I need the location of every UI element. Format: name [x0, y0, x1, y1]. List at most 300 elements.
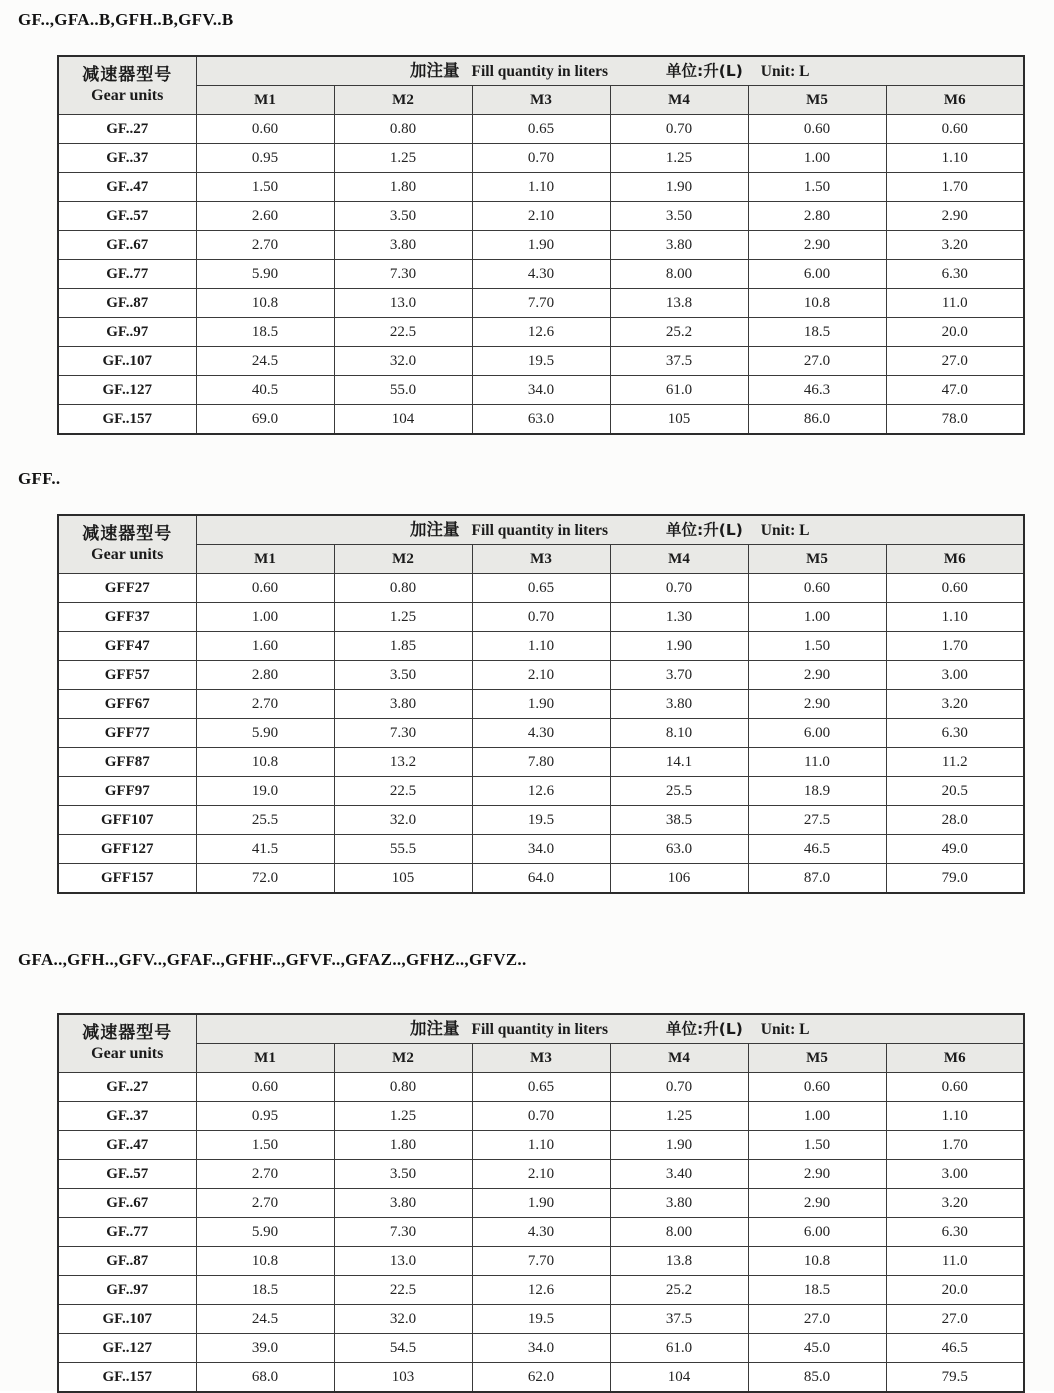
column-header-m4: M4: [610, 1044, 748, 1073]
unit-label-cn: 单位:升(L): [666, 61, 743, 80]
fill-quantity-value: 62.0: [472, 1363, 610, 1393]
fill-quantity-value: 10.8: [196, 289, 334, 318]
fill-quantity-value: 1.10: [886, 603, 1024, 632]
table-row: [58, 1131, 1024, 1160]
gear-unit-model: GF..127: [58, 376, 196, 405]
gear-unit-model: GF..67: [58, 231, 196, 260]
fill-quantity-value: 4.30: [472, 260, 610, 289]
fill-quantity-value: 27.0: [886, 1305, 1024, 1334]
column-header-m3: M3: [472, 545, 610, 574]
gear-unit-model: GF..157: [58, 1363, 196, 1393]
fill-quantity-value: 20.5: [886, 777, 1024, 806]
fill-quantity-value: 24.5: [196, 347, 334, 376]
gear-unit-model: GF..107: [58, 1305, 196, 1334]
fill-quantity-value: 10.8: [748, 289, 886, 318]
fill-quantity-value: 63.0: [472, 405, 610, 435]
fill-quantity-value: 61.0: [610, 376, 748, 405]
fill-quantity-value: 55.5: [334, 835, 472, 864]
fill-quantity-table: [57, 1013, 1025, 1393]
fill-quantity-value: 1.70: [886, 632, 1024, 661]
column-header-m1: M1: [196, 545, 334, 574]
column-header-m6: M6: [886, 1044, 1024, 1073]
fill-quantity-value: 61.0: [610, 1334, 748, 1363]
model-header-cn: 减速器型号: [82, 65, 173, 86]
table-row: [58, 777, 1024, 806]
fill-quantity-value: 4.30: [472, 719, 610, 748]
gear-unit-model: GF..37: [58, 1102, 196, 1131]
fill-quantity-value: 1.10: [472, 632, 610, 661]
fill-quantity-value: 19.0: [196, 777, 334, 806]
fill-quantity-value: 1.90: [472, 690, 610, 719]
fill-quantity-value: 1.00: [748, 144, 886, 173]
gear-unit-model: GF..37: [58, 144, 196, 173]
table-row: [58, 1073, 1024, 1102]
fill-quantity-value: 7.30: [334, 719, 472, 748]
table-section: [0, 950, 1054, 1393]
fill-quantity-value: 10.8: [196, 1247, 334, 1276]
fill-quantity-value: 0.95: [196, 144, 334, 173]
gear-unit-model: GFF47: [58, 632, 196, 661]
table-row: [58, 318, 1024, 347]
fill-quantity-value: 0.80: [334, 115, 472, 144]
table-header-row-columns: [58, 86, 1024, 115]
fill-quantity-value: 7.70: [472, 289, 610, 318]
fill-quantity-value: 0.80: [334, 1073, 472, 1102]
fill-quantity-value: 18.9: [748, 777, 886, 806]
fill-quantity-value: 2.90: [748, 690, 886, 719]
column-header-m1: M1: [196, 1044, 334, 1073]
fill-quantity-value: 3.50: [334, 202, 472, 231]
fill-quantity-value: 2.70: [196, 231, 334, 260]
fill-quantity-value: 64.0: [472, 864, 610, 894]
fill-quantity-value: 6.00: [748, 260, 886, 289]
fill-quantity-value: 8.00: [610, 260, 748, 289]
fill-quantity-value: 19.5: [472, 347, 610, 376]
table-row: [58, 173, 1024, 202]
table-row: [58, 864, 1024, 894]
fill-quantity-value: 2.10: [472, 661, 610, 690]
fill-quantity-value: 12.6: [472, 777, 610, 806]
fill-quantity-value: 12.6: [472, 318, 610, 347]
fill-quantity-value: 79.0: [886, 864, 1024, 894]
column-header-m5: M5: [748, 545, 886, 574]
fill-quantity-value: 34.0: [472, 835, 610, 864]
fill-quantity-value: 2.60: [196, 202, 334, 231]
table-body: [58, 1073, 1024, 1393]
gear-unit-model: GF..97: [58, 1276, 196, 1305]
fill-quantity-value: 40.5: [196, 376, 334, 405]
fill-quantity-value: 2.70: [196, 690, 334, 719]
unit-label-cn: 单位:升(L): [666, 1019, 743, 1038]
fill-quantity-value: 25.5: [196, 806, 334, 835]
fill-quantity-value: 6.30: [886, 1218, 1024, 1247]
fill-quantity-value: 6.30: [886, 719, 1024, 748]
gear-unit-model: GF..127: [58, 1334, 196, 1363]
fill-quantity-value: 1.25: [610, 1102, 748, 1131]
fill-quantity-value: 2.10: [472, 1160, 610, 1189]
gear-unit-model: GFF77: [58, 719, 196, 748]
fill-quantity-value: 3.00: [886, 661, 1024, 690]
fill-quantity-value: 1.10: [886, 144, 1024, 173]
fill-quantity-value: 2.80: [196, 661, 334, 690]
table-header: [58, 1014, 1024, 1073]
fill-quantity-value: 11.0: [748, 748, 886, 777]
fill-quantity-value: 3.80: [610, 231, 748, 260]
fill-quantity-value: 20.0: [886, 318, 1024, 347]
fill-quantity-value: 32.0: [334, 806, 472, 835]
fill-quantity-value: 105: [334, 864, 472, 894]
table-row: [58, 603, 1024, 632]
fill-quantity-value: 28.0: [886, 806, 1024, 835]
fill-quantity-value: 1.50: [748, 1131, 886, 1160]
fill-quantity-value: 2.90: [748, 1189, 886, 1218]
fill-quantity-header: [196, 56, 1024, 86]
gear-unit-model: GF..87: [58, 289, 196, 318]
gear-unit-model: GF..57: [58, 202, 196, 231]
fill-quantity-value: 0.70: [472, 144, 610, 173]
fill-quantity-value: 1.25: [334, 603, 472, 632]
fill-quantity-value: 18.5: [748, 318, 886, 347]
fill-quantity-value: 0.60: [748, 1073, 886, 1102]
fill-quantity-value: 18.5: [196, 318, 334, 347]
column-header-m4: M4: [610, 545, 748, 574]
fill-quantity-value: 18.5: [748, 1276, 886, 1305]
fill-quantity-value: 7.30: [334, 1218, 472, 1247]
table-row: [58, 260, 1024, 289]
fill-quantity-value: 3.20: [886, 231, 1024, 260]
model-header-en: Gear units: [91, 87, 164, 105]
fill-quantity-value: 3.50: [610, 202, 748, 231]
fill-quantity-value: 2.90: [886, 202, 1024, 231]
fill-quantity-value: 11.0: [886, 1247, 1024, 1276]
table-row: [58, 574, 1024, 603]
fill-quantity-value: 3.20: [886, 690, 1024, 719]
fill-quantity-value: 1.90: [472, 1189, 610, 1218]
gear-unit-model: GF..47: [58, 173, 196, 202]
fill-quantity-value: 37.5: [610, 1305, 748, 1334]
unit-label-en: Unit: L: [760, 62, 810, 80]
fill-quantity-value: 87.0: [748, 864, 886, 894]
fill-quantity-value: 1.90: [610, 1131, 748, 1160]
fill-quantity-value: 4.30: [472, 1218, 610, 1247]
fill-quantity-value: 27.0: [748, 347, 886, 376]
fill-quantity-value: 27.0: [748, 1305, 886, 1334]
fill-quantity-value: 79.5: [886, 1363, 1024, 1393]
fill-quantity-value: 6.30: [886, 260, 1024, 289]
fill-quantity-value: 1.25: [610, 144, 748, 173]
model-column-header: [58, 56, 196, 115]
fill-quantity-value: 2.90: [748, 1160, 886, 1189]
table-section: [0, 10, 1054, 435]
gear-unit-model: GF..77: [58, 260, 196, 289]
fill-quantity-value: 2.90: [748, 231, 886, 260]
fill-quantity-value: 0.70: [472, 1102, 610, 1131]
fill-quantity-value: 106: [610, 864, 748, 894]
table-header-row-columns: [58, 1044, 1024, 1073]
fill-quantity-value: 39.0: [196, 1334, 334, 1363]
gear-unit-model: GFF67: [58, 690, 196, 719]
fill-quantity-value: 3.00: [886, 1160, 1024, 1189]
fill-quantity-value: 0.70: [472, 603, 610, 632]
column-header-m3: M3: [472, 86, 610, 115]
table-row: [58, 1218, 1024, 1247]
fill-quantity-value: 25.5: [610, 777, 748, 806]
fill-quantity-value: 32.0: [334, 1305, 472, 1334]
fill-quantity-value: 13.0: [334, 1247, 472, 1276]
column-header-m2: M2: [334, 86, 472, 115]
model-header-en: Gear units: [91, 1045, 164, 1063]
fill-quantity-value: 3.80: [334, 1189, 472, 1218]
gear-unit-model: GFF37: [58, 603, 196, 632]
section-heading: GFF..: [18, 469, 61, 488]
fill-quantity-value: 22.5: [334, 318, 472, 347]
table-row: [58, 376, 1024, 405]
fill-quantity-value: 47.0: [886, 376, 1024, 405]
fill-quantity-value: 3.20: [886, 1189, 1024, 1218]
fill-quantity-value: 37.5: [610, 347, 748, 376]
fill-quantity-value: 0.60: [196, 574, 334, 603]
gear-unit-model: GF..27: [58, 115, 196, 144]
table-section: [0, 469, 1054, 894]
fill-quantity-value: 0.70: [610, 1073, 748, 1102]
table-row: [58, 144, 1024, 173]
table-row: [58, 1102, 1024, 1131]
column-header-m3: M3: [472, 1044, 610, 1073]
fill-quantity-value: 10.8: [196, 748, 334, 777]
gear-unit-model: GF..57: [58, 1160, 196, 1189]
fill-quantity-value: 49.0: [886, 835, 1024, 864]
fill-label-en: Fill quantity in liters: [471, 521, 609, 539]
column-header-m2: M2: [334, 1044, 472, 1073]
fill-quantity-value: 14.1: [610, 748, 748, 777]
fill-quantity-value: 1.00: [748, 1102, 886, 1131]
fill-quantity-value: 5.90: [196, 260, 334, 289]
fill-quantity-value: 27.5: [748, 806, 886, 835]
fill-label-cn: 加注量: [410, 1018, 460, 1038]
fill-quantity-value: 6.00: [748, 719, 886, 748]
fill-quantity-value: 0.70: [610, 115, 748, 144]
fill-quantity-value: 32.0: [334, 347, 472, 376]
fill-quantity-value: 6.00: [748, 1218, 886, 1247]
fill-quantity-value: 68.0: [196, 1363, 334, 1393]
fill-quantity-value: 55.0: [334, 376, 472, 405]
model-header-cn: 减速器型号: [82, 524, 173, 545]
fill-quantity-value: 1.70: [886, 173, 1024, 202]
fill-quantity-value: 1.50: [196, 1131, 334, 1160]
model-header-cn: 减速器型号: [82, 1023, 173, 1044]
table-row: [58, 231, 1024, 260]
fill-quantity-value: 1.50: [748, 632, 886, 661]
fill-quantity-value: 0.95: [196, 1102, 334, 1131]
column-header-m6: M6: [886, 545, 1024, 574]
column-header-m5: M5: [748, 1044, 886, 1073]
fill-quantity-value: 1.70: [886, 1131, 1024, 1160]
fill-quantity-value: 8.10: [610, 719, 748, 748]
fill-quantity-value: 22.5: [334, 777, 472, 806]
gear-unit-model: GF..97: [58, 318, 196, 347]
table-row: [58, 1247, 1024, 1276]
fill-quantity-value: 5.90: [196, 719, 334, 748]
column-header-m5: M5: [748, 86, 886, 115]
model-column-header: [58, 515, 196, 574]
fill-quantity-value: 2.70: [196, 1189, 334, 1218]
fill-quantity-value: 1.25: [334, 1102, 472, 1131]
fill-quantity-value: 1.80: [334, 173, 472, 202]
fill-quantity-value: 0.60: [886, 574, 1024, 603]
fill-quantity-value: 34.0: [472, 376, 610, 405]
fill-quantity-value: 1.90: [472, 231, 610, 260]
table-row: [58, 632, 1024, 661]
fill-quantity-value: 0.60: [748, 574, 886, 603]
table-row: [58, 405, 1024, 435]
table-row: [58, 289, 1024, 318]
table-row: [58, 835, 1024, 864]
fill-label-cn: 加注量: [410, 60, 460, 80]
fill-quantity-value: 0.60: [196, 1073, 334, 1102]
fill-quantity-value: 46.5: [886, 1334, 1024, 1363]
fill-quantity-value: 46.3: [748, 376, 886, 405]
table-row: [58, 115, 1024, 144]
section-heading: GFA..,GFH..,GFV..,GFAF..,GFHF..,GFVF..,GFAZ..,GFHZ..,GFVZ..: [18, 950, 527, 969]
gear-unit-model: GF..157: [58, 405, 196, 435]
fill-quantity-value: 18.5: [196, 1276, 334, 1305]
fill-quantity-value: 0.65: [472, 115, 610, 144]
unit-label-en: Unit: L: [760, 1020, 810, 1038]
fill-quantity-value: 0.65: [472, 1073, 610, 1102]
gear-unit-model: GFF127: [58, 835, 196, 864]
fill-quantity-value: 11.2: [886, 748, 1024, 777]
table-row: [58, 1305, 1024, 1334]
fill-quantity-value: 1.50: [196, 173, 334, 202]
table-row: [58, 347, 1024, 376]
gear-unit-model: GFF87: [58, 748, 196, 777]
fill-quantity-value: 25.2: [610, 318, 748, 347]
fill-quantity-value: 20.0: [886, 1276, 1024, 1305]
fill-quantity-value: 105: [610, 405, 748, 435]
fill-quantity-value: 63.0: [610, 835, 748, 864]
fill-quantity-value: 1.30: [610, 603, 748, 632]
fill-quantity-value: 103: [334, 1363, 472, 1393]
gear-unit-model: GF..47: [58, 1131, 196, 1160]
fill-quantity-header: [196, 1014, 1024, 1044]
table-row: [58, 1363, 1024, 1393]
fill-quantity-value: 13.8: [610, 1247, 748, 1276]
gear-unit-model: GF..27: [58, 1073, 196, 1102]
fill-quantity-value: 86.0: [748, 405, 886, 435]
fill-quantity-value: 2.70: [196, 1160, 334, 1189]
unit-label-en: Unit: L: [760, 521, 810, 539]
fill-quantity-value: 45.0: [748, 1334, 886, 1363]
column-header-m6: M6: [886, 86, 1024, 115]
fill-quantity-table: [57, 55, 1025, 435]
fill-quantity-value: 1.00: [748, 603, 886, 632]
fill-quantity-value: 3.80: [334, 231, 472, 260]
table-row: [58, 748, 1024, 777]
fill-quantity-value: 69.0: [196, 405, 334, 435]
fill-quantity-value: 19.5: [472, 1305, 610, 1334]
fill-quantity-value: 5.90: [196, 1218, 334, 1247]
fill-quantity-value: 2.80: [748, 202, 886, 231]
gear-unit-model: GF..87: [58, 1247, 196, 1276]
fill-quantity-value: 12.6: [472, 1276, 610, 1305]
table-row: [58, 806, 1024, 835]
fill-quantity-value: 22.5: [334, 1276, 472, 1305]
fill-quantity-value: 3.50: [334, 1160, 472, 1189]
model-header-en: Gear units: [91, 546, 164, 564]
gear-unit-model: GFF157: [58, 864, 196, 894]
table-row: [58, 690, 1024, 719]
fill-quantity-value: 1.50: [748, 173, 886, 202]
table-row: [58, 202, 1024, 231]
fill-quantity-value: 1.10: [472, 1131, 610, 1160]
fill-quantity-value: 34.0: [472, 1334, 610, 1363]
model-column-header: [58, 1014, 196, 1073]
table-header-row-top: [58, 515, 1024, 545]
fill-quantity-value: 0.70: [610, 574, 748, 603]
table-row: [58, 661, 1024, 690]
fill-quantity-value: 0.60: [886, 1073, 1024, 1102]
fill-quantity-table: [57, 514, 1025, 894]
fill-quantity-value: 7.30: [334, 260, 472, 289]
fill-quantity-header: [196, 515, 1024, 545]
fill-quantity-value: 0.65: [472, 574, 610, 603]
gear-unit-model: GFF97: [58, 777, 196, 806]
fill-quantity-value: 13.0: [334, 289, 472, 318]
fill-quantity-value: 1.10: [472, 173, 610, 202]
fill-quantity-value: 3.70: [610, 661, 748, 690]
gear-unit-model: GFF27: [58, 574, 196, 603]
fill-quantity-value: 41.5: [196, 835, 334, 864]
column-header-m2: M2: [334, 545, 472, 574]
gear-unit-model: GF..77: [58, 1218, 196, 1247]
table-row: [58, 1276, 1024, 1305]
fill-quantity-value: 104: [334, 405, 472, 435]
unit-label-cn: 单位:升(L): [666, 520, 743, 539]
fill-quantity-value: 1.10: [886, 1102, 1024, 1131]
fill-quantity-value: 13.8: [610, 289, 748, 318]
fill-label-en: Fill quantity in liters: [471, 1020, 609, 1038]
fill-quantity-value: 85.0: [748, 1363, 886, 1393]
fill-quantity-value: 3.50: [334, 661, 472, 690]
fill-quantity-value: 1.60: [196, 632, 334, 661]
fill-quantity-value: 27.0: [886, 347, 1024, 376]
gear-unit-model: GF..67: [58, 1189, 196, 1218]
fill-quantity-value: 38.5: [610, 806, 748, 835]
fill-quantity-value: 19.5: [472, 806, 610, 835]
fill-quantity-value: 2.90: [748, 661, 886, 690]
fill-quantity-value: 46.5: [748, 835, 886, 864]
fill-quantity-value: 1.90: [610, 632, 748, 661]
column-header-m1: M1: [196, 86, 334, 115]
fill-quantity-value: 0.80: [334, 574, 472, 603]
fill-quantity-value: 24.5: [196, 1305, 334, 1334]
fill-quantity-value: 72.0: [196, 864, 334, 894]
fill-quantity-value: 0.60: [748, 115, 886, 144]
table-body: [58, 115, 1024, 435]
table-row: [58, 1189, 1024, 1218]
fill-quantity-value: 78.0: [886, 405, 1024, 435]
fill-quantity-value: 0.60: [196, 115, 334, 144]
table-header-row-top: [58, 1014, 1024, 1044]
fill-quantity-value: 25.2: [610, 1276, 748, 1305]
table-header: [58, 56, 1024, 115]
table-row: [58, 1334, 1024, 1363]
section-heading: GF..,GFA..B,GFH..B,GFV..B: [18, 10, 234, 29]
fill-label-en: Fill quantity in liters: [471, 62, 609, 80]
fill-quantity-value: 2.10: [472, 202, 610, 231]
fill-quantity-value: 54.5: [334, 1334, 472, 1363]
fill-quantity-value: 1.85: [334, 632, 472, 661]
